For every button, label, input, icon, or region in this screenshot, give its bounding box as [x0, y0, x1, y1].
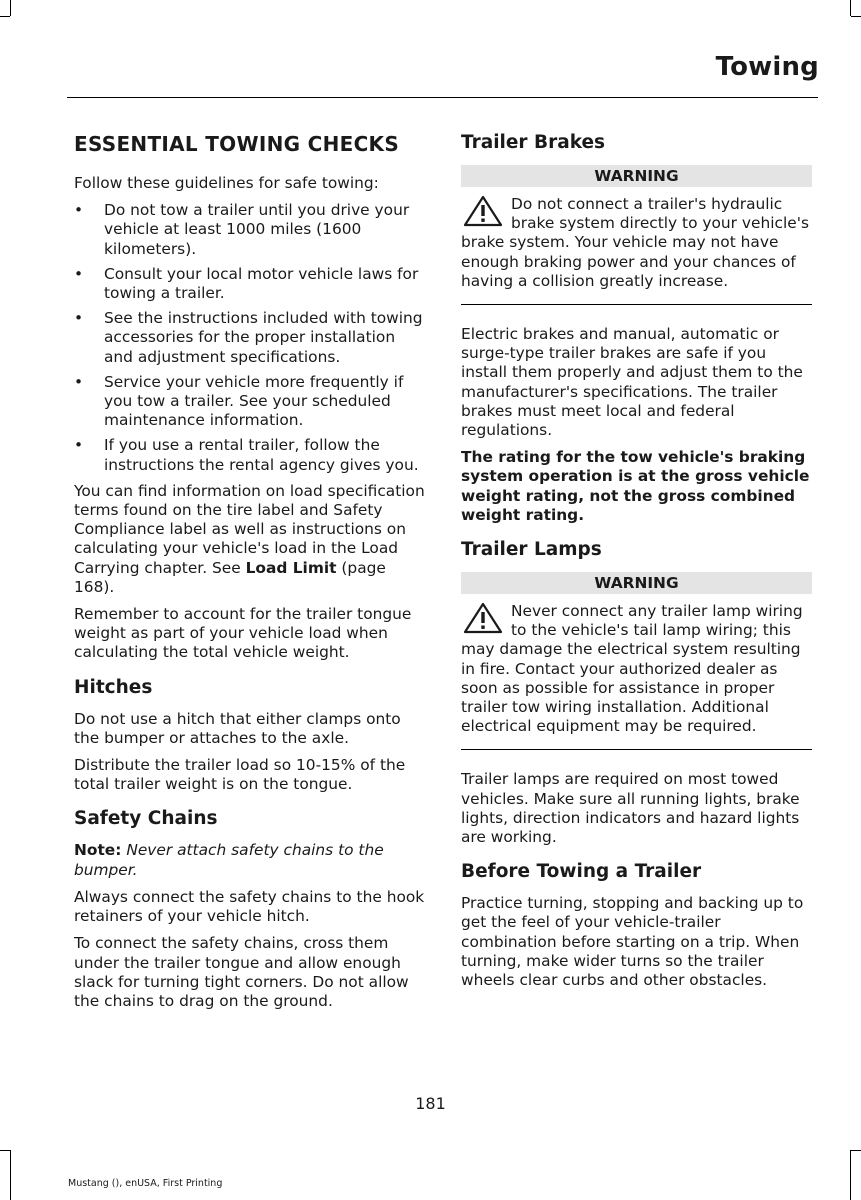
warning-box [461, 602, 812, 736]
crop-mark [10, 1150, 11, 1200]
left-column [74, 132, 426, 1019]
brakes-paragraph: Electric brakes and manual, automatic or surge-type trailer brakes are safe if you install them properly and adjust them to the manufacturer's specifications. The trailer brakes must meet local and federal regulations. [461, 325, 803, 440]
bullet-marker: • [74, 264, 84, 283]
chains-paragraph-1: Always connect the safety chains to the hook retainers of your vehicle hitch. [74, 887, 425, 926]
warning-triangle-icon [463, 602, 503, 634]
crop-mark [851, 16, 861, 17]
list-item [74, 265, 426, 303]
hitches-paragraph-2: Distribute the trailer load so 10-15% of the total trailer weight is on the tongue. [74, 756, 406, 794]
list-item-text: Do not tow a trailer until you drive your vehicle at least 1000 miles (1600 kilometers). [104, 201, 410, 258]
bullet-marker: • [74, 201, 84, 220]
divider [461, 749, 812, 750]
guideline-list [74, 201, 426, 475]
load-info-paragraph [74, 482, 426, 597]
note-paragraph [74, 841, 426, 879]
brakes-rating-paragraph: The rating for the tow vehicle's braking system operation is at the gross vehicle weight rating, not the gross combined weight rating. [461, 448, 810, 524]
page-title: Towing [715, 52, 819, 82]
before-towing-heading: Before Towing a Trailer [461, 861, 702, 883]
bullet-marker: • [74, 372, 84, 391]
trailer-lamps-heading: Trailer Lamps [461, 539, 602, 561]
list-item-text: If you use a rental trailer, follow the instructions the rental agency gives you. [104, 436, 419, 474]
note-text: Never attach safety chains to the bumper. [74, 841, 384, 879]
hitches-heading: Hitches [74, 676, 153, 698]
chains-paragraph-2: To connect the safety chains, cross them under the trailer tongue and allow enough slack for turning tight corners. Do not allow the chains to drag on the ground. [74, 934, 409, 1010]
crop-mark [10, 0, 11, 16]
lamps-paragraph: Trailer lamps are required on most towed vehicles. Make sure all running lights, brake lights, direction indicators and hazard lights are working. [461, 770, 800, 847]
list-item-text: Consult your local motor vehicle laws for towing a trailer. [104, 264, 419, 303]
crop-mark [0, 16, 10, 17]
warning-banner: WARNING [461, 572, 812, 594]
tongue-weight-paragraph: Remember to account for the trailer tongue weight as part of your vehicle load when calculating the total vehicle weight. [74, 605, 412, 662]
list-item [74, 436, 426, 474]
before-towing-paragraph: Practice turning, stopping and backing up to get the feel of your vehicle-trailer combination before starting on a trip. When turning, make wider turns so the trailer wheels clear curbs and other obstacles. [461, 894, 804, 990]
section-heading: ESSENTIAL TOWING CHECKS [74, 132, 400, 156]
right-column [461, 132, 812, 998]
warning-banner: WARNING [461, 165, 812, 187]
warning-text: Do not connect a trailer's hydraulic brake system directly to your vehicle's brake system. Your vehicle may not have enough braking power and your chances of having a collision greatly increase. [461, 195, 809, 290]
hitches-paragraph-1: Do not use a hitch that either clamps onto the bumper or attaches to the axle. [74, 709, 401, 747]
footer-text: Mustang (), enUSA, First Printing [68, 1178, 223, 1189]
note-label: Note: [74, 841, 122, 860]
bullet-marker: • [74, 436, 84, 455]
crop-mark [850, 0, 851, 16]
page-number: 181 [415, 1094, 446, 1113]
warning-box [461, 195, 812, 291]
crop-mark [851, 1150, 861, 1151]
list-item [74, 373, 426, 431]
load-info-text: You can find information on load specification terms found on the tire label and Safety Compliance label as well as instructions on calculating your vehicle's load in the Load Carrying chapter. See [74, 481, 425, 577]
warning-triangle-icon [463, 195, 503, 227]
list-item-text: See the instructions included with towing accessories for the proper installation and adjustment specifications. [104, 309, 423, 366]
intro-text: Follow these guidelines for safe towing: [74, 174, 379, 192]
list-item [74, 201, 426, 259]
title-rule [67, 97, 818, 98]
list-item-text: Service your vehicle more frequently if you tow a trailer. See your scheduled maintenance information. [104, 372, 404, 430]
warning-text: Never connect any trailer lamp wiring to the vehicle's tail lamp wiring; this may damage the electrical system resulting in fire. Contact your authorized dealer as soon as possible for assistance in proper trailer tow wiring installation. Additional electrical equipment may be required. [461, 602, 803, 736]
load-limit-link[interactable]: Load Limit [245, 558, 337, 577]
crop-mark [0, 1150, 10, 1151]
list-item [74, 309, 426, 367]
bullet-marker: • [74, 309, 84, 328]
safety-chains-heading: Safety Chains [74, 808, 218, 830]
divider [461, 304, 812, 305]
crop-mark [850, 1150, 851, 1200]
page-reference: (page 168). [74, 558, 386, 596]
trailer-brakes-heading: Trailer Brakes [461, 132, 606, 153]
